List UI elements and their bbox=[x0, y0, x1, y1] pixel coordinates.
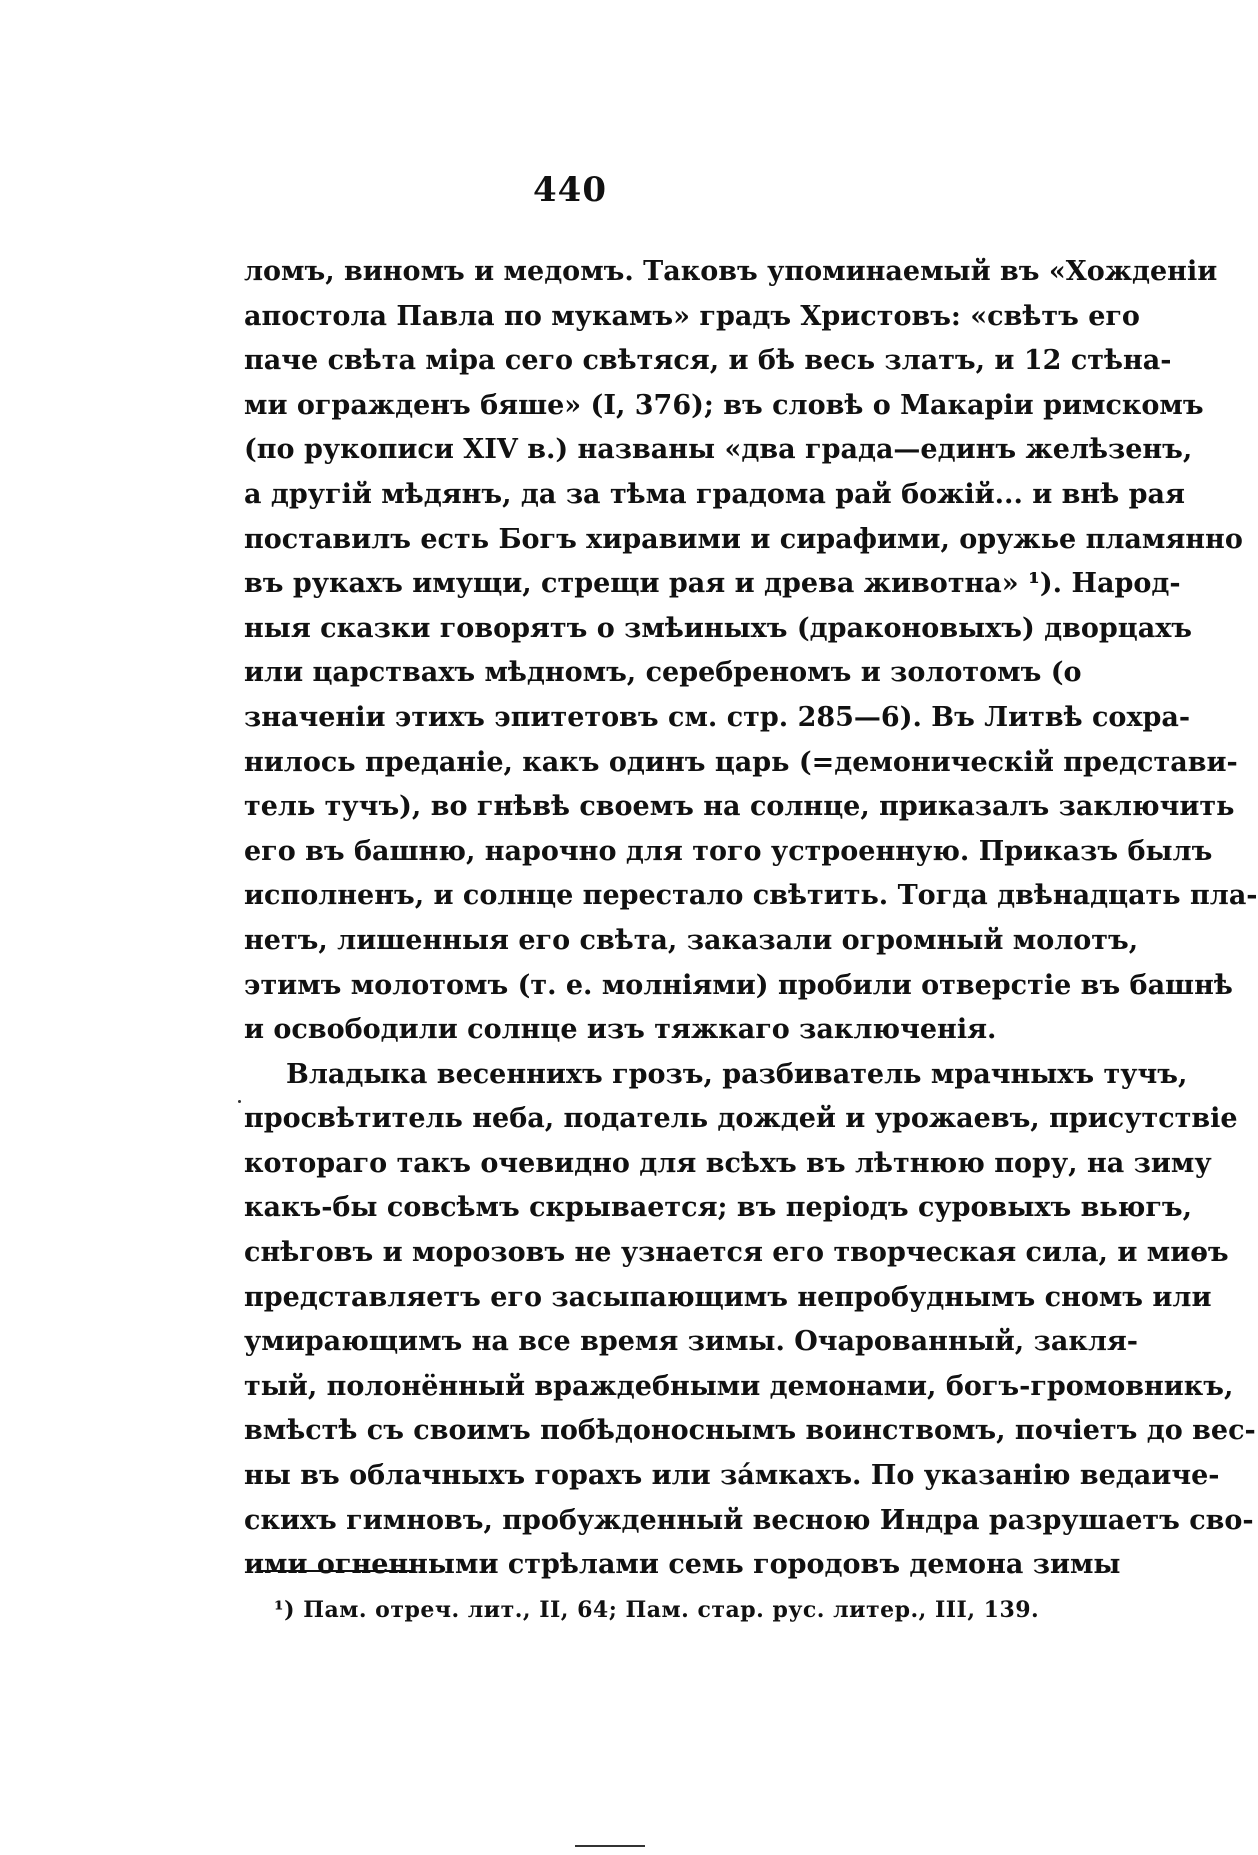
text-line: представляетъ его засыпающимъ непробуднымъ сномъ или bbox=[244, 1281, 1212, 1313]
text-line: нетъ, лишенныя его свѣта, заказали огромный молотъ, bbox=[244, 924, 1139, 956]
paragraph-first-line: Владыка весеннихъ грозъ, разбиватель мрачныхъ тучъ, bbox=[286, 1058, 1188, 1090]
text-line: а другій мѣдянъ, да за тѣма градома рай божій... и внѣ рая bbox=[244, 478, 1185, 510]
text-line: исполненъ, и солнце перестало свѣтить. Тогда двѣнадцать пла- bbox=[244, 880, 1258, 912]
text-line: ломъ, виномъ и медомъ. Таковъ упоминаемый въ «Хожденіи bbox=[244, 256, 1218, 287]
text-line: снѣговъ и морозовъ не узнается его творческая сила, и миѳъ bbox=[244, 1237, 1229, 1269]
text-line: тый, полонённый враждебными демонами, богъ-громовникъ, bbox=[244, 1370, 1234, 1402]
text-line: скихъ гимновъ, пробужденный весною Индра разрушаетъ сво- bbox=[244, 1504, 1254, 1536]
text-line: котораго такъ очевидно для всѣхъ въ лѣтнюю пору, на зиму bbox=[244, 1147, 1212, 1179]
text-line: или царствахъ мѣдномъ, серебреномъ и золотомъ (о bbox=[244, 657, 1082, 689]
text-line: значеніи этихъ эпитетовъ см. стр. 285—6). Въ Литвѣ сохра- bbox=[244, 701, 1191, 733]
text-line: тель тучъ), во гнѣвѣ своемъ на солнце, приказалъ заключить bbox=[244, 791, 1235, 823]
text-line: умирающимъ на все время зимы. Очарованный, закля- bbox=[244, 1326, 1139, 1358]
text-line: ныя сказки говорятъ о змѣиныхъ (драконовыхъ) дворцахъ bbox=[244, 612, 1193, 644]
text-line: паче свѣта міра сего свѣтяся, и бѣ весь златъ, и 12 стѣна- bbox=[244, 345, 1172, 377]
text-line: вмѣстѣ съ своимъ побѣдоноснымъ воинствомъ, почіетъ до вес- bbox=[244, 1415, 1256, 1447]
text-line: въ рукахъ имущи, стрещи рая и древа животна» ¹). Народ- bbox=[244, 568, 1181, 600]
page-number: 440 bbox=[533, 170, 607, 210]
page-bottom-mark bbox=[575, 1845, 645, 1847]
text-line: ми огражденъ бяше» (I, 376); въ словѣ о Макаріи римскомъ bbox=[244, 389, 1204, 421]
footnote-rule bbox=[258, 1570, 413, 1572]
margin-speck bbox=[238, 1100, 241, 1103]
text-line: поставилъ есть Богъ хиравими и сирафими, оружье пламянно bbox=[244, 523, 1243, 555]
text-line: нилось преданіе, какъ одинъ царь (=демоническій представи- bbox=[244, 746, 1238, 778]
text-line: просвѣтитель неба, податель дождей и урожаевъ, присутствіе bbox=[244, 1103, 1238, 1135]
text-line: какъ-бы совсѣмъ скрывается; въ періодъ суровыхъ вьюгъ, bbox=[244, 1192, 1193, 1224]
text-line: (по рукописи XIV в.) названы «два града—единъ желѣзенъ, bbox=[244, 434, 1193, 466]
footnote: ¹) Пам. отреч. лит., II, 64; Пам. стар. рус. литер., III, 139. bbox=[274, 1597, 1040, 1623]
text-line: ими огненными стрѣлами семь городовъ демона зимы bbox=[244, 1549, 1121, 1581]
text-line: апостола Павла по мукамъ» градъ Христовъ: «свѣтъ его bbox=[244, 300, 1140, 332]
body-text bbox=[244, 250, 1258, 1588]
text-line: его въ башню, нарочно для того устроенную. Приказъ былъ bbox=[244, 835, 1213, 867]
text-line: ны въ облачныхъ горахъ или зáмкахъ. По указанію ведаиче- bbox=[244, 1460, 1220, 1492]
text-line: и освободили солнце изъ тяжкаго заключенія. bbox=[244, 1014, 997, 1046]
text-line: этимъ молотомъ (т. е. молніями) пробили отверстіе въ башнѣ bbox=[244, 969, 1233, 1001]
